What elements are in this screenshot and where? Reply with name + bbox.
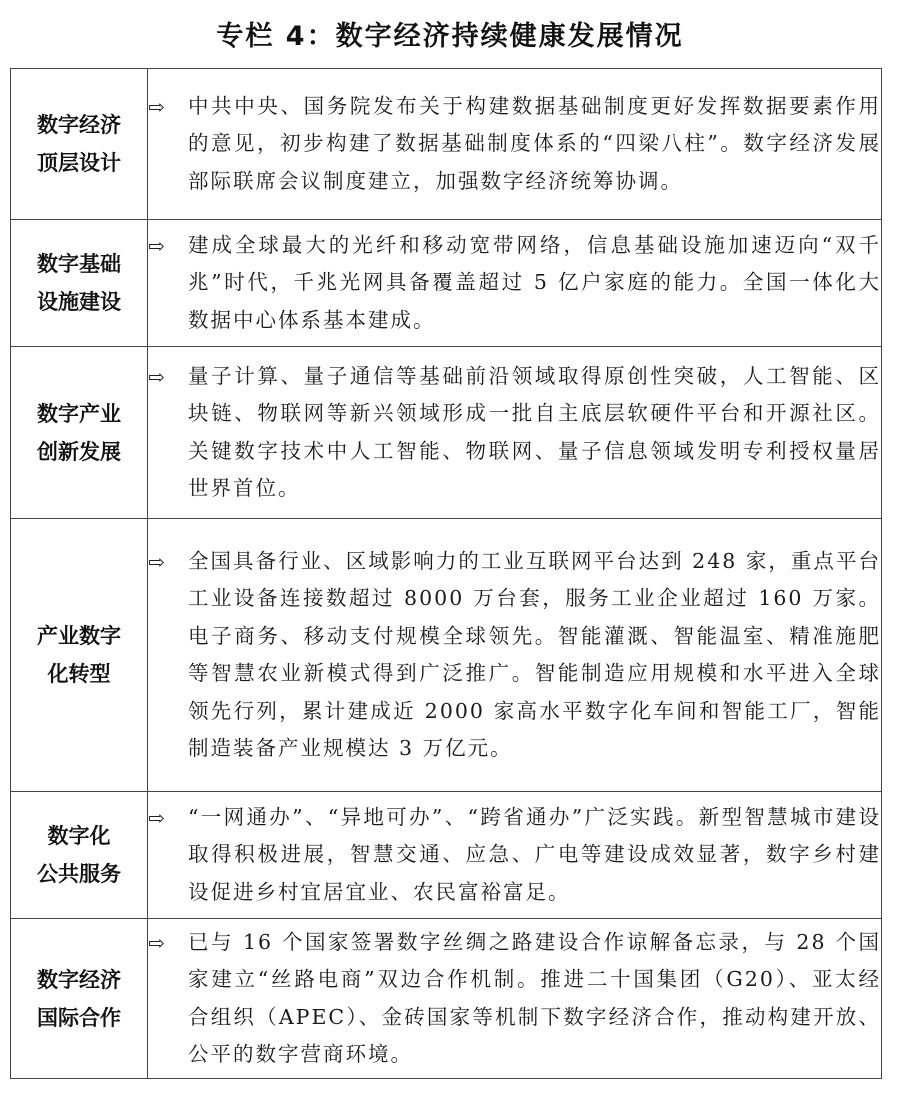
row-label-line: 数字基础 [37, 252, 121, 276]
table-row [11, 519, 882, 792]
row-content [148, 69, 882, 220]
arrow-icon: ⇨ [148, 364, 165, 389]
row-label [11, 347, 148, 519]
row-content [148, 220, 882, 347]
row-text: 量子计算、量子通信等基础前沿领域取得原创性突破，人工智能、区块链、物联网等新兴领域形成一批自主底层软硬件平台和开源社区。关键数字技术中人工智能、物联网、量子信息领域发明专利授权量居世界首位。 [188, 363, 881, 500]
table-row [11, 69, 882, 220]
row-label-line: 数字经济 [37, 967, 121, 992]
row-text: 建成全球最大的光纤和移动宽带网络，信息基础设施加速迈向“双千兆”时代，千兆光网具备覆盖超过 5 亿户家庭的能力。全国一体化大数据中心体系基本建成。 [188, 232, 881, 332]
row-label-line: 数字经济 [37, 113, 121, 137]
table-row [11, 220, 882, 347]
row-content [148, 792, 882, 919]
table-row [11, 792, 882, 919]
arrow-icon: ⇨ [148, 549, 165, 574]
row-label-line: 国际合作 [37, 1005, 121, 1030]
row-label [11, 919, 148, 1079]
row-label-line: 化转型 [47, 662, 111, 686]
row-label [11, 792, 148, 919]
arrow-icon: ⇨ [148, 233, 165, 258]
content-table [10, 68, 882, 1079]
row-label [11, 519, 148, 792]
row-label-line: 创新发展 [37, 439, 121, 464]
arrow-icon: ⇨ [148, 94, 165, 119]
row-text: 中共中央、国务院发布关于构建数据基础制度更好发挥数据要素作用的意见，初步构建了数据基础制度体系的“四梁八柱”。数字经济发展部际联席会议制度建立，加强数字经济统筹协调。 [188, 93, 881, 193]
row-label-line: 设施建设 [37, 290, 121, 314]
row-content [148, 519, 882, 792]
row-content [148, 919, 882, 1079]
row-label-line: 数字化 [47, 824, 111, 848]
row-text: “一网通办”、“异地可办”、“跨省通办”广泛实践。新型智慧城市建设取得积极进展，智慧交通、应急、广电等建设成效显著，数字乡村建设促进乡村宜居宜业、农民富裕富足。 [188, 804, 881, 904]
row-label [11, 69, 148, 220]
row-label-line: 顶层设计 [37, 151, 121, 175]
table-row [11, 919, 882, 1079]
table-row [11, 347, 882, 519]
arrow-icon: ⇨ [148, 805, 165, 830]
row-label [11, 220, 148, 347]
row-label-line: 产业数字 [37, 624, 121, 648]
arrow-icon: ⇨ [148, 930, 165, 955]
row-text: 全国具备行业、区域影响力的工业互联网平台达到 248 家，重点平台工业设备连接数超过 8000 万台套，服务工业企业超过 160 万家。电子商务、移动支付规模全球领先。智能灌溉、智能温室、精准施肥等智慧农业新模式得到广泛推广。智能制造应用规模和水平进入全球领先行列，累计建成近 2000 家高水平数字化车间和智能工厂，智能制造装备产业规模达 3 万亿元。 [188, 548, 881, 760]
page-title: 专栏 4：数字经济持续健康发展情况 [216, 21, 684, 52]
row-content [148, 347, 882, 519]
row-label-line: 数字产业 [37, 401, 121, 426]
row-label-line: 公共服务 [37, 862, 121, 886]
row-text: 已与 16 个国家签署数字丝绸之路建设合作谅解备忘录，与 28 个国家建立“丝路电商”双边合作机制。推进二十国集团（G20）、亚太经合组织（APEC）、金砖国家等机制下数字经济合作，推动构建开放、公平的数字营商环境。 [188, 929, 881, 1066]
